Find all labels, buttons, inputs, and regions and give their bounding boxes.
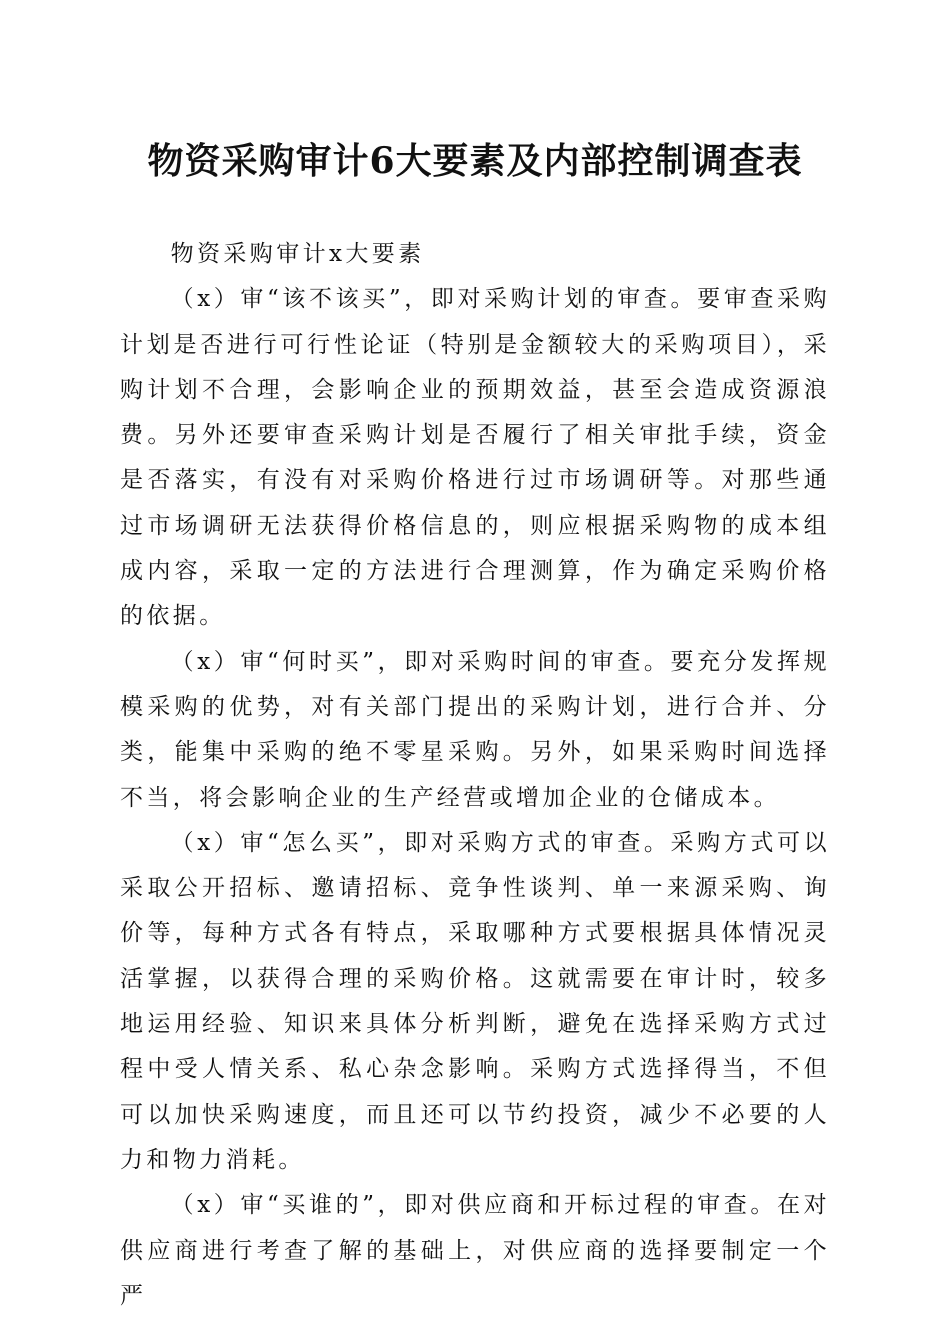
paragraph-whom-to-buy-from: （x）审“买谁的”，即对供应商和开标过程的审查。在对供应商进行考查了解的基础上，对供应商的选择要制定一个严: [120, 1192, 830, 1309]
document-body: [120, 232, 830, 1319]
document-title: 物资采购审计6大要素及内部控制调查表: [147, 140, 803, 182]
paragraph-what-to-buy: （x）审“该不该买”，即对采购计划的审查。要审查采购计划是否进行可行性论证（特别是金额较大的采购项目），采购计划不合理，会影响企业的预期效益，甚至会造成资源浪费。另外还要审查采购计划是否履行了相关审批手续，资金是否落实，有没有对采购价格进行过市场调研等。对那些通过市场调研无法获得价格信息的，则应根据采购物的成本组成内容，采取一定的方法进行合理测算，作为确定采购价格的依据。: [120, 286, 830, 630]
paragraph-how-to-buy: （x）审“怎么买”，即对采购方式的审查。采购方式可以采取公开招标、邀请招标、竞争性谈判、单一来源采购、询价等，每种方式各有特点，采取哪种方式要根据具体情况灵活掌握，以获得合理的采购价格。这就需要在审计时，较多地运用经验、知识来具体分析判断，避免在选择采购方式过程中受人情关系、私心杂念影响。采购方式选择得当，不但可以加快采购速度，而且还可以节约投资，减少不必要的人力和物力消耗。: [120, 829, 830, 1173]
paragraph-when-to-buy: （x）审“何时买”，即对采购时间的审查。要充分发挥规模采购的优势，对有关部门提出的采购计划，进行合并、分类，能集中采购的绝不零星采购。另外，如果采购时间选择不当，将会影响企业的生产经营或增加企业的仓储成本。: [120, 648, 830, 811]
section-heading: 物资采购审计x大要素: [170, 241, 425, 267]
